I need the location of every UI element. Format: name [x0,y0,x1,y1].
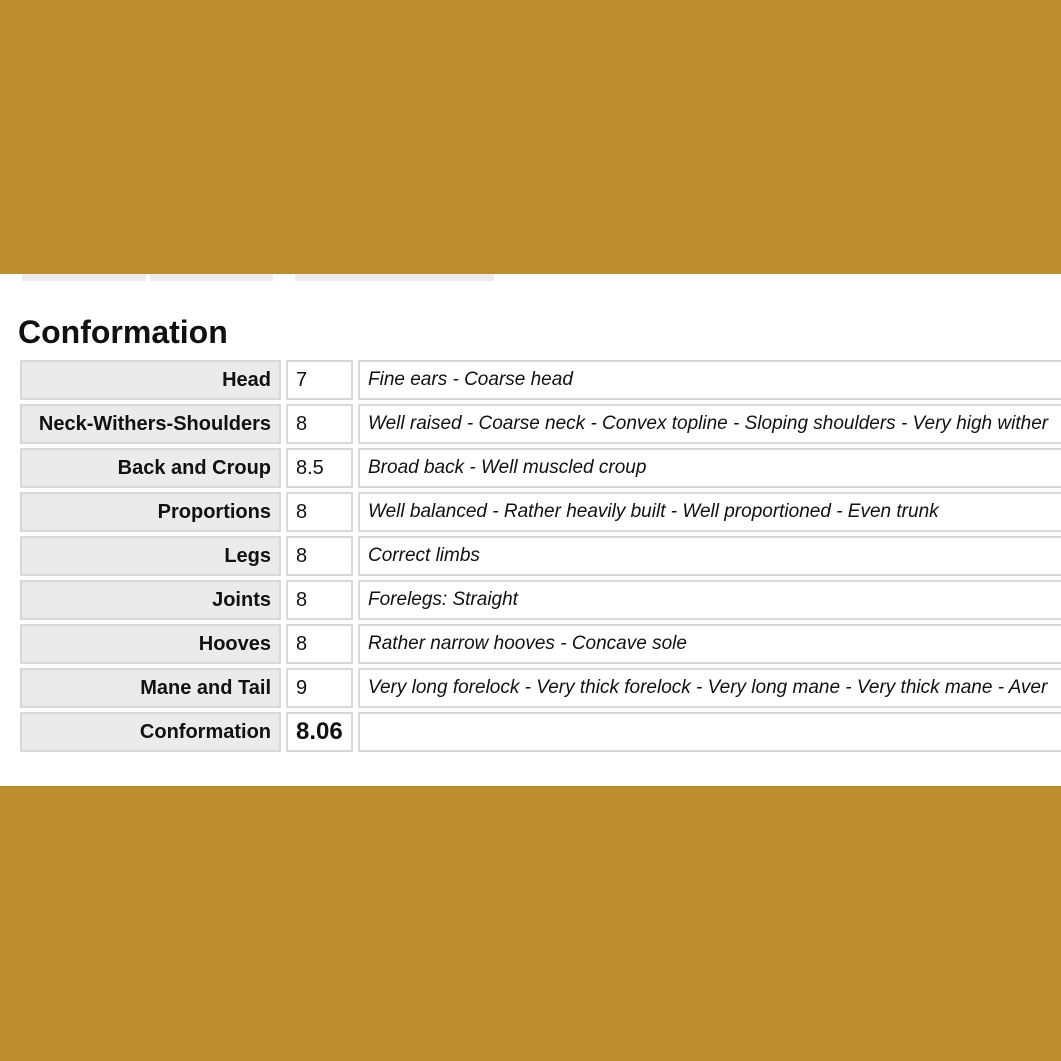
row-label: Joints [20,580,281,620]
row-score: 8 [286,536,353,576]
row-description: Broad back - Well muscled croup [358,448,1061,488]
total-score: 8.06 [286,712,353,752]
row-label: Back and Croup [20,448,281,488]
row-label: Neck-Withers-Shoulders [20,404,281,444]
row-label: Legs [20,536,281,576]
row-label: Head [20,360,281,400]
row-description: Well balanced - Rather heavily built - Well proportioned - Even trunk [358,492,1061,532]
row-description [358,712,1061,752]
row-label: Conformation [20,712,281,752]
row-label: Mane and Tail [20,668,281,708]
conformation-panel [0,274,1061,786]
section-title: Conformation [18,314,228,350]
row-score: 9 [286,668,353,708]
tab-stub[interactable] [22,274,146,281]
row-score: 8.5 [286,448,353,488]
row-score: 8 [286,492,353,532]
tab-stub[interactable] [295,274,494,281]
row-description: Very long forelock - Very thick forelock - Very long mane - Very thick mane - Aver [358,668,1061,708]
row-description: Well raised - Coarse neck - Convex topline - Sloping shoulders - Very high wither [358,404,1061,444]
row-description: Fine ears - Coarse head [358,360,1061,400]
row-description: Correct limbs [358,536,1061,576]
row-label: Proportions [20,492,281,532]
row-score: 8 [286,404,353,444]
row-label: Hooves [20,624,281,664]
row-description: Rather narrow hooves - Concave sole [358,624,1061,664]
tab-stub[interactable] [150,274,273,281]
row-score: 8 [286,580,353,620]
row-score: 7 [286,360,353,400]
row-description: Forelegs: Straight [358,580,1061,620]
row-score: 8 [286,624,353,664]
